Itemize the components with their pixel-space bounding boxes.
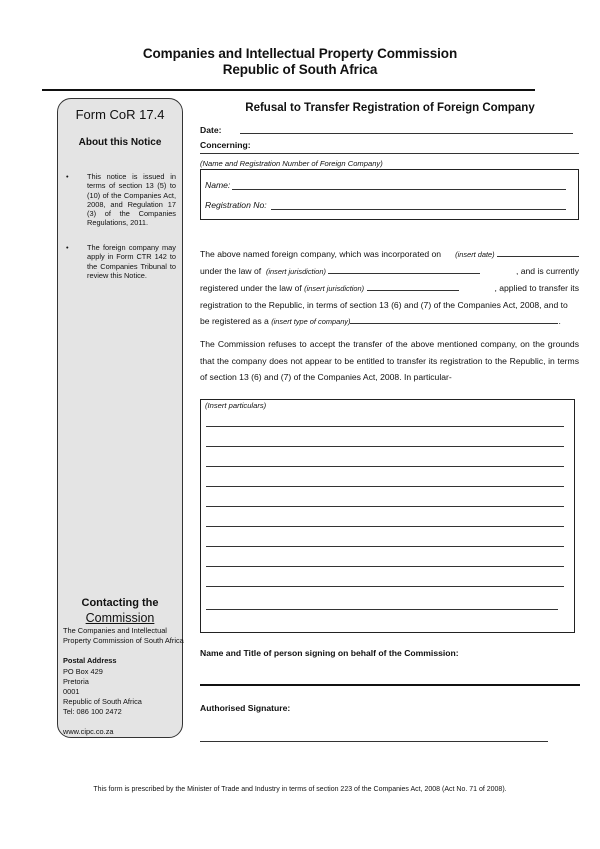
postal-heading: Postal Address	[63, 656, 117, 665]
particulars-line	[206, 586, 564, 587]
particulars-line	[206, 546, 564, 547]
address-line: Republic of South Africa	[63, 697, 142, 706]
para-text: registered under the law of	[200, 283, 302, 293]
insert-company-type-hint: (insert type of company)	[271, 317, 351, 326]
para-text: , applied to transfer its	[494, 283, 579, 293]
address-line: 0001	[63, 687, 80, 696]
footer-note: This form is prescribed by the Minister of Trade and Industry in terms of section 223 of the Companies Act, 2008 (Act No. 71 of 2008).	[93, 786, 507, 793]
signature-field[interactable]	[200, 741, 548, 742]
insert-date-hint: (insert date)	[455, 250, 495, 259]
company-details-box	[200, 169, 579, 220]
jurisdiction-field[interactable]	[328, 265, 480, 274]
concerning-divider	[200, 153, 579, 154]
bullet-icon: •	[66, 172, 69, 181]
concerning-label: Concerning:	[200, 140, 251, 150]
date-label: Date:	[200, 125, 222, 135]
signer-label: Name and Title of person signing on behalf of the Commission:	[200, 648, 459, 658]
address-line: PO Box 429	[63, 667, 103, 676]
website-link[interactable]: www.cipc.co.za	[63, 727, 114, 736]
particulars-hint: (Insert particulars)	[205, 401, 267, 410]
para-text: .	[558, 316, 561, 326]
para-text: The above named foreign company, which was incorporated on	[200, 249, 442, 259]
particulars-line	[206, 526, 564, 527]
date-field[interactable]	[240, 133, 573, 134]
particulars-box[interactable]	[200, 399, 575, 633]
telephone: Tel: 086 100 2472	[63, 707, 122, 716]
org-name-line2: Property Commission of South Africa	[63, 636, 184, 645]
bullet-icon: •	[66, 243, 69, 252]
refusal-paragraph: The Commission refuses to accept the transfer of the above mentioned company, on the grounds that the company does not appear to be entitled to transfer its registration to the Republic, in terms of section 13 (6) and (7) of the Companies Act, 2008. In particular-	[200, 339, 579, 382]
notice-bullet	[66, 172, 176, 228]
form-title: Refusal to Transfer Registration of Foreign Company	[245, 102, 535, 114]
particulars-line	[206, 466, 564, 467]
insert-jurisdiction-hint: (insert jurisdiction)	[304, 284, 365, 293]
org-name-line1: The Companies and Intellectual	[63, 626, 167, 635]
signature-label: Authorised Signature:	[200, 703, 291, 713]
current-jurisdiction-field[interactable]	[367, 282, 459, 291]
header-divider	[42, 89, 535, 91]
name-reg-hint: (Name and Registration Number of Foreign Company)	[200, 159, 383, 168]
incorporation-date-field[interactable]	[497, 248, 579, 257]
notice-bullet	[66, 243, 176, 280]
country-name: Republic of South Africa	[222, 62, 378, 77]
para-text: under the law of	[200, 266, 262, 276]
contact-heading: Contacting the	[81, 597, 159, 609]
name-field[interactable]	[232, 189, 566, 190]
about-heading: About this Notice	[78, 137, 162, 148]
bullet-text: The foreign company may apply in Form CTR 142 to the Companies Tribunal to review this Notice.	[87, 243, 176, 280]
para-text: be registered as a	[200, 316, 269, 326]
name-label: Name:	[205, 180, 231, 190]
para-text: , and is currently	[515, 266, 579, 276]
regno-label: Registration No:	[205, 200, 267, 210]
commission-name: Companies and Intellectual Property Commission	[142, 46, 458, 61]
particulars-line	[206, 486, 564, 487]
registration-number-field[interactable]	[271, 209, 566, 210]
signer-field[interactable]	[200, 684, 580, 686]
particulars-line	[206, 446, 564, 447]
company-type-field[interactable]	[350, 315, 558, 324]
contact-heading-commission: Commission	[85, 611, 155, 625]
form-number: Form CoR 17.4	[75, 107, 165, 122]
bullet-text: This notice is issued in terms of section 13 (5) to (10) of the Companies Act, 2008, and Regulation 17 (3) of the Companies Regulations, 2011.	[87, 172, 176, 228]
incorporation-paragraph	[200, 246, 579, 330]
insert-jurisdiction-hint: (insert jurisdiction)	[265, 267, 326, 276]
address-line: Pretoria	[63, 677, 89, 686]
particulars-line	[206, 609, 558, 610]
particulars-line	[206, 426, 564, 427]
para-text: registration to the Republic, in terms of section 13 (6) and (7) of the Companies Act, 2008, and to	[200, 300, 568, 310]
particulars-line	[206, 506, 564, 507]
particulars-line	[206, 566, 564, 567]
